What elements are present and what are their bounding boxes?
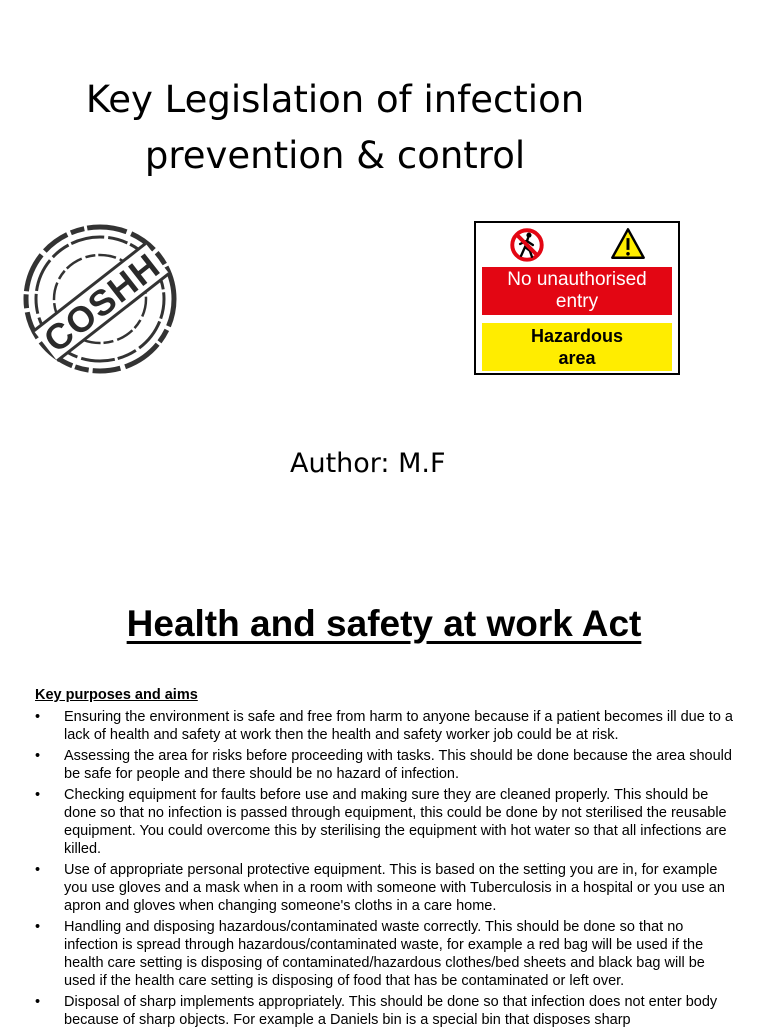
bullet-icon: • <box>35 862 41 878</box>
sign-icons <box>476 223 678 265</box>
list-item <box>35 786 735 858</box>
list-item <box>35 708 735 744</box>
author-label: Author: M.F <box>290 448 446 479</box>
slide-title-line-1: Key Legislation of infection <box>85 78 585 121</box>
svg-text:COSHH: COSHH <box>35 244 168 361</box>
sign-red-line-2: entry <box>555 291 599 312</box>
slide-title <box>40 72 630 184</box>
coshh-stamp-logo <box>20 222 180 377</box>
list-item <box>35 747 735 783</box>
bullet-icon: • <box>35 919 41 935</box>
list-item <box>35 918 735 990</box>
list-item-text: Disposal of sharp implements appropriately. This should be done so that infection does not enter body because of sharp objects. For example a Daniels bin is a special bin that disposes sharp <box>64 994 718 1028</box>
document-heading: Health and safety at work Act <box>126 603 642 644</box>
bullet-icon: • <box>35 994 41 1010</box>
sign-red-line-1: No unauthorised <box>507 269 647 290</box>
bullet-icon: • <box>35 748 41 764</box>
document-subheading: Key purposes and aims <box>35 687 198 703</box>
warning-triangle-icon <box>612 229 643 257</box>
sign-yellow-line-1: Hazardous <box>530 326 624 346</box>
list-item-text: Checking equipment for faults before use and making sure they are cleaned properly. This should be done so that no infection is passed through equipment, this could be done by not sterilised the reusable equipment. You could overcome this by sterilising the equipment with hot water so that all infections are killed. <box>64 787 727 857</box>
sign-yellow-line-2: area <box>558 348 596 368</box>
list-item-text: Ensuring the environment is safe and free from harm to anyone because if a patient becomes ill due to a lack of health and safety at work then the health and safety worker job could be at risk. <box>64 709 733 743</box>
bullet-icon: • <box>35 787 41 803</box>
sign-red-panel <box>482 267 672 315</box>
list-item-text: Handling and disposing hazardous/contaminated waste correctly. This should be done so that no infection is spread through hazardous/contaminated waste, for example a red bag will be used if the health care setting is disposing of contaminated/hazardous clothes/bed sheets and black bag will be used if the health care setting is disposing of food that has be contaminated or left over. <box>64 919 705 989</box>
hazard-sign <box>474 221 680 375</box>
purposes-list <box>35 708 735 1032</box>
slide-title-line-2: prevention & control <box>144 134 526 177</box>
sign-yellow-panel <box>482 323 672 371</box>
no-pedestrian-icon <box>512 230 541 259</box>
list-item-text: Use of appropriate personal protective equipment. This is based on the setting you are in, for example you use gloves and a mask when in a room with someone with Tuberculosis in a hospital or you use an apron and gloves when changing someone's cloths in a care home. <box>64 862 725 914</box>
bullet-icon: • <box>35 709 41 725</box>
list-item <box>35 861 735 915</box>
list-item-text: Assessing the area for risks before proceeding with tasks. This should be done because the area should be safe for people and there should be no hazard of infection. <box>64 748 732 782</box>
